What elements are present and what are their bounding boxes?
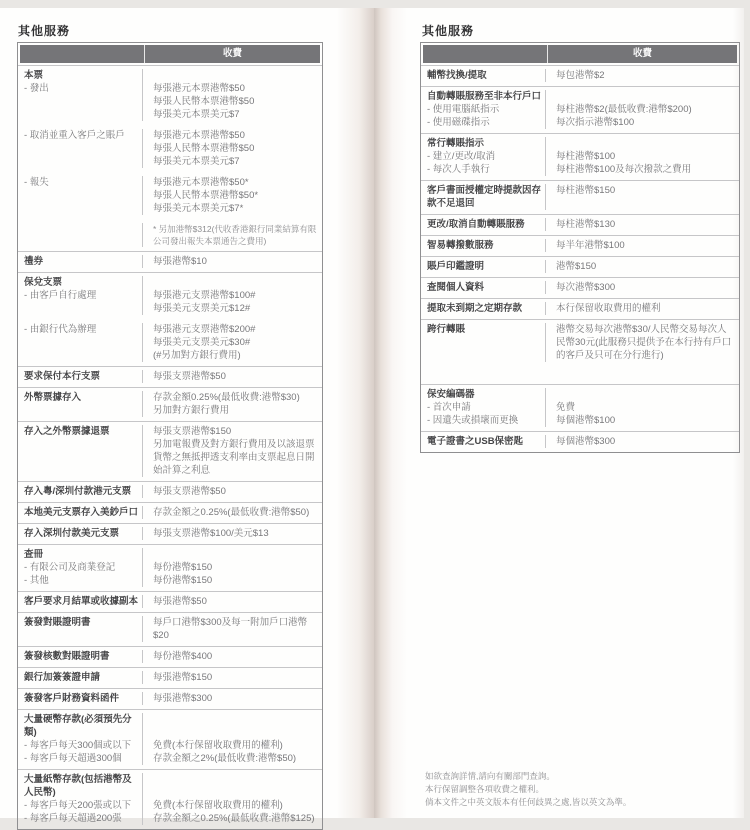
service-label: 查閱個人資料 <box>427 282 485 293</box>
service-label: - 發出 <box>24 83 49 94</box>
row-line <box>18 713 322 739</box>
row-line <box>421 388 739 401</box>
fee-row <box>421 277 739 298</box>
fee-value <box>142 561 322 574</box>
fee-value <box>545 150 739 163</box>
fee-value <box>545 401 739 414</box>
fee-row <box>18 251 322 272</box>
fee-value <box>142 485 322 498</box>
service-label: 跨行轉賬 <box>427 324 466 335</box>
fee-row <box>18 591 322 612</box>
row-line <box>18 255 322 268</box>
service-label: - 因遺失或損壞而更換 <box>427 415 519 426</box>
left-fee-table <box>17 42 323 830</box>
row-line <box>18 752 322 765</box>
row-line <box>421 69 739 82</box>
service-label: 存入深圳付款美元支票 <box>24 528 120 539</box>
fee-row <box>18 523 322 544</box>
service-label: 智易轉撥數服務 <box>427 240 494 251</box>
fee-row <box>18 709 322 769</box>
service-label: 要求保付本行支票 <box>24 371 101 382</box>
service-label <box>18 223 142 247</box>
fee-line: 每張美元本票美元$7* <box>153 203 244 214</box>
fee-line: 港幣$150 <box>556 261 597 272</box>
row-line <box>18 812 322 825</box>
service-label: - 其他 <box>24 575 49 586</box>
fee-row <box>421 86 739 133</box>
fee-value <box>142 671 322 684</box>
row-line <box>421 323 739 362</box>
fee-line: 每柱港幣$100及每次撥款之費用 <box>556 164 692 175</box>
fee-line: 每次港幣$300 <box>556 282 616 293</box>
row-line <box>421 239 739 252</box>
service-label: 本票 <box>24 70 44 81</box>
service-label: - 有限公司及商業登記 <box>24 562 116 573</box>
right-page-title: 其他服務 <box>422 24 475 38</box>
fee-line: * 另加港幣$312(代收香港銀行同業結算有限公司發出報失本票通告之費用) <box>153 224 317 246</box>
fee-line: 每張人民幣本票港幣$50 <box>153 96 255 107</box>
fee-row <box>18 688 322 709</box>
fee-line: 每份港幣$150 <box>153 575 213 586</box>
fee-value <box>545 414 739 427</box>
row-line <box>18 574 322 587</box>
service-label: 存入之外幣票據退票 <box>24 426 110 437</box>
fee-value <box>545 116 739 129</box>
fee-row <box>18 667 322 688</box>
row-line <box>421 103 739 116</box>
fee-value <box>545 388 739 401</box>
fee-value <box>142 69 322 82</box>
row-line <box>18 671 322 684</box>
service-label: 外幣票據存入 <box>24 392 82 403</box>
fee-line: 存款金額之2%(最低收費:港幣$50) <box>153 753 297 764</box>
fee-value <box>545 260 739 273</box>
fee-line: 本行保留收取費用的權利 <box>556 303 661 314</box>
fee-value <box>142 739 322 752</box>
fee-value <box>142 129 322 168</box>
fee-value <box>545 163 739 176</box>
fee-row <box>421 256 739 277</box>
fee-value <box>545 302 739 315</box>
fee-value <box>142 799 322 812</box>
row-line <box>18 425 322 477</box>
row-line <box>421 435 739 448</box>
fee-value <box>142 713 322 739</box>
service-label: 保兌支票 <box>24 277 63 288</box>
fee-row <box>421 180 739 214</box>
row-line <box>18 370 322 383</box>
fee-line: 每張港元本票港幣$50* <box>153 177 249 188</box>
row-line <box>18 692 322 705</box>
service-label: 自動轉賬服務至非本行戶口 <box>427 91 542 102</box>
fee-value <box>142 773 322 799</box>
fee-line: 每半年港幣$100 <box>556 240 625 251</box>
fee-line: 每張港元本票港幣$50 <box>153 83 245 94</box>
fee-value <box>142 289 322 315</box>
service-label: - 每客戶每天超過200張 <box>24 813 122 824</box>
row-line <box>18 391 322 417</box>
fee-line: 每張港元支票港幣$200# <box>153 324 256 335</box>
fee-value <box>545 103 739 116</box>
fee-column-header: 收費 <box>547 45 737 63</box>
row-line <box>18 799 322 812</box>
fee-row <box>18 481 322 502</box>
fee-line: 免費(本行保留收取費用的權利) <box>153 800 283 811</box>
row-line <box>421 281 739 294</box>
fee-line: 每張港元支票港幣$100# <box>153 290 256 301</box>
row-line <box>421 184 739 210</box>
table-header <box>423 45 737 63</box>
fee-row <box>18 502 322 523</box>
fee-line: 每張支票港幣$50 <box>153 486 226 497</box>
row-line <box>18 739 322 752</box>
fee-value <box>142 574 322 587</box>
fee-line: 免費(本行保留收取費用的權利) <box>153 740 283 751</box>
service-label: 賬戶印鑑證明 <box>427 261 485 272</box>
fee-value <box>142 616 322 642</box>
fee-value <box>142 595 322 608</box>
fee-line: 每張美元本票美元$7 <box>153 156 240 167</box>
fee-line: 另加電報費及對方銀行費用及以該退票貨幣之無抵押透支利率由支票起息日開始計算之利息 <box>153 439 315 476</box>
fee-line: 每個港幣$300 <box>556 436 616 447</box>
row-line <box>18 176 322 215</box>
fee-line: 每張美元支票美元$12# <box>153 303 251 314</box>
row-line <box>421 150 739 163</box>
fee-row <box>421 431 739 452</box>
table-header <box>20 45 320 63</box>
fee-line: 每張美元支票美元$30# <box>153 337 251 348</box>
fee-value <box>142 752 322 765</box>
fee-row <box>18 544 322 591</box>
fee-value <box>545 435 739 448</box>
service-label: - 使用電腦紙指示 <box>427 104 500 115</box>
service-label: - 每客戶每天200張或以下 <box>24 800 132 811</box>
fee-line: 每份港幣$400 <box>153 651 213 662</box>
footer-note-line: 如欲查詢詳情,請向有關部門查詢。 <box>425 771 555 781</box>
service-label: 簽發核數對賬證明書 <box>24 651 110 662</box>
row-line <box>18 506 322 519</box>
fee-row <box>421 384 739 431</box>
fee-value <box>545 239 739 252</box>
fee-value <box>545 323 739 362</box>
fee-line: (#另加對方銀行費用) <box>153 350 241 361</box>
row-line <box>18 223 322 247</box>
fee-line: 存款金額0.25%(最低收費:港幣$30) <box>153 392 300 403</box>
service-label: - 首次申請 <box>427 402 471 413</box>
fee-value <box>142 425 322 477</box>
row-line <box>18 289 322 315</box>
fee-value <box>545 184 739 210</box>
row-line <box>18 323 322 362</box>
fee-value <box>142 370 322 383</box>
row-line <box>18 773 322 799</box>
fee-line: 每柱港幣$2(最低收費:港幣$200) <box>556 104 692 115</box>
fee-line: 每張港幣$300 <box>153 693 213 704</box>
service-label: 客戶書面授權定時提款因存款不足退回 <box>427 185 542 209</box>
fee-column-header: 收費 <box>144 45 320 63</box>
row-line <box>18 82 322 121</box>
fee-line: 另加對方銀行費用 <box>153 405 230 416</box>
fee-row <box>421 214 739 235</box>
fee-line: 每張港元本票港幣$50 <box>153 130 245 141</box>
fee-line: 每柱港幣$130 <box>556 219 616 230</box>
service-label: - 取消並重入客戶之賬戶 <box>24 130 125 141</box>
fee-line: 每柱港幣$100 <box>556 151 616 162</box>
left-page-title: 其他服務 <box>18 24 71 38</box>
fee-line: 存款金額之0.25%(最低收費:港幣$125) <box>153 813 315 824</box>
footer-note-line: 本行保留調整各項收費之權利。 <box>425 784 545 794</box>
service-column-header <box>423 45 547 63</box>
fee-line: 每張人民幣本票港幣$50 <box>153 143 255 154</box>
row-line <box>421 90 739 103</box>
row-line <box>18 548 322 561</box>
fee-row <box>18 612 322 646</box>
service-label: - 使用磁碟指示 <box>427 117 490 128</box>
footer-note-line: 倘本文件之中英文版本有任何歧異之處,皆以英文為準。 <box>425 797 632 807</box>
fee-line: 每張支票港幣$100/美元$13 <box>153 528 269 539</box>
right-fee-table <box>420 42 740 453</box>
row-line <box>18 69 322 82</box>
service-label: 查冊 <box>24 549 44 560</box>
service-label: 更改/取消自動轉賬服務 <box>427 219 525 230</box>
fee-line: 每張支票港幣$150 <box>153 426 232 437</box>
fee-line: 每張港幣$50 <box>153 596 207 607</box>
row-line <box>18 616 322 642</box>
service-column-header <box>20 45 144 63</box>
service-label: - 建立/更改/取消 <box>427 151 496 162</box>
service-label: 大量硬幣存款(必須預先分類) <box>24 714 132 738</box>
row-line <box>18 129 322 168</box>
row-line <box>18 595 322 608</box>
service-label: - 每客戶每天300個或以下 <box>24 740 132 751</box>
service-label: 銀行加簽簽證申請 <box>24 672 101 683</box>
service-label: 提取未到期之定期存款 <box>427 303 523 314</box>
fee-value <box>142 323 322 362</box>
service-label: 電子證書之USB保密匙 <box>427 436 524 447</box>
fee-value <box>142 223 322 247</box>
footer-notes <box>425 770 631 809</box>
fee-row <box>18 769 322 829</box>
fee-value <box>142 176 322 215</box>
fee-row <box>421 319 739 384</box>
fee-row <box>18 421 322 481</box>
fee-row <box>421 133 739 180</box>
fee-row <box>18 65 322 251</box>
fee-line: 每次指示港幣$100 <box>556 117 635 128</box>
service-label: 簽發對賬證明書 <box>24 617 91 628</box>
fee-value <box>142 650 322 663</box>
fee-line: 每張港幣$10 <box>153 256 207 267</box>
row-line <box>18 527 322 540</box>
fee-row <box>421 65 739 86</box>
fee-value <box>142 82 322 121</box>
fee-line: 免費 <box>556 402 576 413</box>
row-line <box>18 485 322 498</box>
row-line <box>18 561 322 574</box>
fee-value <box>142 276 322 289</box>
fee-line: 每張港幣$150 <box>153 672 213 683</box>
fee-line: 每張美元本票美元$7 <box>153 109 240 120</box>
fee-value <box>545 90 739 103</box>
fee-value <box>142 527 322 540</box>
fee-line: 每份港幣$150 <box>153 562 213 573</box>
fee-value <box>545 281 739 294</box>
fee-value <box>142 812 322 825</box>
fee-value <box>142 391 322 417</box>
fee-line: 每張人民幣本票港幣$50* <box>153 190 259 201</box>
fee-line: 每柱港幣$150 <box>556 185 616 196</box>
fee-row <box>421 298 739 319</box>
fee-row <box>421 235 739 256</box>
fee-row <box>18 646 322 667</box>
service-label: 本地美元支票存入美鈔戶口 <box>24 507 139 518</box>
fee-line: 存款金額之0.25%(最低收費:港幣$50) <box>153 507 310 518</box>
row-line <box>421 137 739 150</box>
row-line <box>18 650 322 663</box>
service-label: - 每次人手執行 <box>427 164 490 175</box>
service-label: 保安編碼器 <box>427 389 475 400</box>
service-label: 簽發客戶財務資料函件 <box>24 693 120 704</box>
row-line <box>421 116 739 129</box>
row-line <box>421 401 739 414</box>
row-line <box>18 276 322 289</box>
row-line <box>421 163 739 176</box>
fee-row <box>18 366 322 387</box>
row-line <box>421 414 739 427</box>
fee-row <box>18 272 322 366</box>
fee-line: 港幣交易每次港幣$30/人民幣交易每次人民幣30元(此服務只提供予在本行持有戶口的客戶及只可在分行進行) <box>556 324 732 361</box>
fee-line: 每個港幣$100 <box>556 415 616 426</box>
fee-value <box>545 218 739 231</box>
row-line <box>421 302 739 315</box>
fee-value <box>545 69 739 82</box>
row-line <box>421 260 739 273</box>
fee-line: 每戶口港幣$300及每一附加戶口港幣$20 <box>153 617 308 641</box>
service-label: - 報失 <box>24 177 49 188</box>
fee-value <box>142 548 322 561</box>
service-label: 客戶要求月結單或收據副本 <box>24 596 139 607</box>
service-label: - 由銀行代為辦理 <box>24 324 97 335</box>
fee-row <box>18 387 322 421</box>
fee-line: 每張支票港幣$50 <box>153 371 226 382</box>
fee-value <box>545 137 739 150</box>
service-label: 輔幣找換/提取 <box>427 70 487 81</box>
fee-value <box>142 255 322 268</box>
service-label: 大量紙幣存款(包括港幣及人民幣) <box>24 774 132 798</box>
service-label: 禮券 <box>24 256 44 267</box>
service-label: - 由客戶自行處理 <box>24 290 97 301</box>
fee-value <box>142 506 322 519</box>
fee-line: 每包港幣$2 <box>556 70 605 81</box>
fee-value <box>142 692 322 705</box>
service-label: 常行轉賬指示 <box>427 138 485 149</box>
row-line <box>421 218 739 231</box>
service-label: - 每客戶每天超過300個 <box>24 753 122 764</box>
service-label: 存入粵/深圳付款港元支票 <box>24 486 132 497</box>
